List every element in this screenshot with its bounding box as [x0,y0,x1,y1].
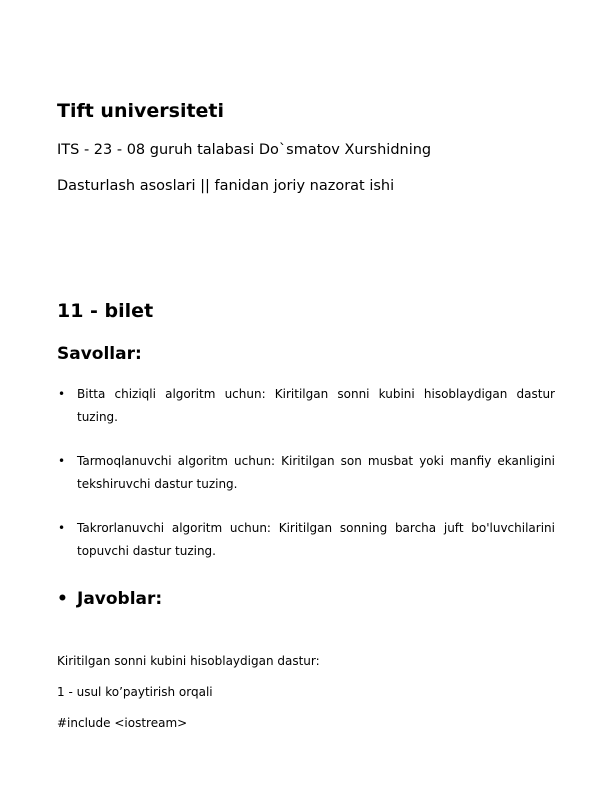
ticket-heading: 11 - bilet [57,300,154,322]
bullet-icon: • [57,589,68,609]
list-item [57,450,555,496]
bullet-icon: • [58,521,66,535]
student-line: ITS - 23 - 08 guruh talabasi Do`smatov Xurshidning [57,142,432,158]
code-line: #include <iostream> [57,716,188,730]
question-text: Bitta chiziqli algoritm uchun: Kiritilgan sonni kubini hisoblaydigan dastur tuzing. [77,387,555,424]
subject-line: Dasturlash asoslari || fanidan joriy nazorat ishi [57,178,395,194]
question-text: Takrorlanuvchi algoritm uchun: Kiritilgan sonning barcha juft bo'luvchilarini topuvchi dastur tuzing. [77,521,555,558]
bullet-icon: • [58,454,66,468]
university-title: Tift universiteti [57,100,225,122]
answer-line: 1 - usul ko’paytirish orqali [57,685,213,699]
list-item [57,517,555,563]
answers-heading: Javoblar: [77,589,163,609]
questions-list [57,383,555,563]
bullet-icon: • [58,387,66,401]
list-item [57,383,555,429]
question-text: Tarmoqlanuvchi algoritm uchun: Kiritilgan son musbat yoki manfiy ekanligini tekshiruvchi dastur tuzing. [77,454,555,491]
answers-heading-row [57,589,162,609]
answer-line: Kiritilgan sonni kubini hisoblaydigan dastur: [57,654,320,668]
questions-heading: Savollar: [57,344,142,364]
